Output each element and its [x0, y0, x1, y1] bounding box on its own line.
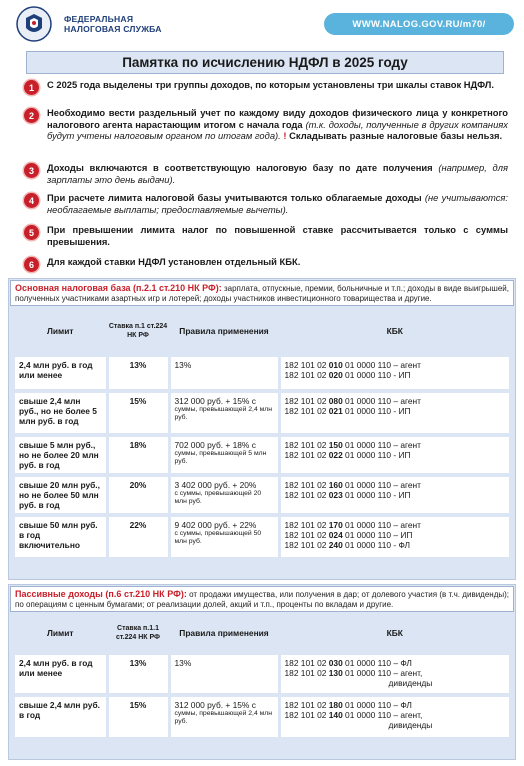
number-badge: 1 — [24, 80, 39, 95]
col-header-rate: Ставка п.1 ст.224 НК РФ — [107, 309, 169, 355]
number-badge: 2 — [24, 108, 39, 123]
list-item-5 — [24, 224, 508, 247]
list-item-text: С 2025 года выделены три группы доходов, по которым установлены три шкалы ставок НДФЛ. — [47, 79, 494, 90]
list-item-6 — [24, 256, 508, 272]
number-badge: 3 — [24, 163, 39, 178]
table-row: свыше 50 млн руб. в год включительно 22% 9 402 000 руб. + 22% с суммы, превышающей 50 млн руб. 182 101 02 170 01 0000 110 – агент 182 101 02 024 01 0000 110 – ИП 182 101 02 240 01 0000 110 - ФЛ — [15, 515, 509, 557]
table-header-row — [15, 309, 509, 355]
fns-logo-icon — [14, 5, 54, 43]
col-header-limit: Лимит — [15, 615, 107, 653]
passive-rates-table — [15, 615, 509, 737]
col-header-limit: Лимит — [15, 309, 107, 355]
number-badge: 5 — [24, 225, 39, 240]
basic-rates-table — [15, 309, 509, 557]
list-item-text: Для каждой ставки НДФЛ установлен отдельный КБК. — [47, 256, 301, 267]
col-header-kbk: КБК — [279, 615, 509, 653]
list-item-3 — [24, 162, 508, 185]
passive-income-section — [8, 584, 516, 760]
list-item-text: Необходимо вести раздельный учет по каждому виду доходов физического лица у конкретного налогового агента нарастающим итогом с начала года (т.к. доходы, полученные в других компаниях будут учтены налоговым органом по итогам года). ! Складывать разные налоговые базы нельзя. — [47, 107, 508, 142]
section-description: Основная налоговая база (п.2.1 ст.210 НК РФ): зарплата, отпускные, премии, больничные и т.п.; доходы в виде выигрышей, полученных участниками азартных игр и лотерей; доходы участников инвестиционного товарищества и другие. — [10, 280, 514, 306]
table-header-row — [15, 615, 509, 653]
list-item-text: При расчете лимита налоговой базы учитываются только облагаемые доходы (не учитываются: необлагаемые выплаты; предоставляемые вычеты). — [47, 192, 508, 215]
list-item-text: При превышении лимита налог по повышенной ставке рассчитывается только с суммы превышения. — [47, 224, 508, 247]
list-item-1 — [24, 79, 508, 95]
org-name-line1: ФЕДЕРАЛЬНАЯ — [64, 14, 134, 24]
list-item-text: Доходы включаются в соответствующую налоговую базу по дате получения (например, для зарплаты это день выдачи). — [47, 162, 508, 185]
page-title: Памятка по исчислению НДФЛ в 2025 году — [122, 55, 408, 70]
page-title-bar — [26, 51, 504, 74]
number-badge: 6 — [24, 257, 39, 272]
table-row: свыше 20 млн руб., но не более 50 млн руб. в год 20% 3 402 000 руб. + 20% с суммы, превышающей 20 млн руб. 182 101 02 160 01 0000 110 – агент 182 101 02 023 01 0000 110 - ИП — [15, 475, 509, 515]
table-row: свыше 2,4 млн руб. в год 15% 312 000 руб. + 15% с суммы, превышающей 2,4 млн руб. 182 101 02 180 01 0000 110 – ФЛ 182 101 02 140 01 0000 110 – агент, дивиденды — [15, 695, 509, 737]
table-row: 2,4 млн руб. в год или менее 13% 13% 182 101 02 030 01 0000 110 – ФЛ 182 101 02 130 01 0000 110 – агент, дивиденды — [15, 653, 509, 695]
section-heading: Пассивные доходы (п.6 ст.210 НК РФ): — [15, 589, 187, 599]
table-row: свыше 5 млн руб., но не более 20 млн руб. в год 18% 702 000 руб. + 18% с суммы, превышающей 5 млн руб. 182 101 02 150 01 0000 110 – агент 182 101 02 022 01 0000 110 - ИП — [15, 435, 509, 475]
number-badge: 4 — [24, 193, 39, 208]
table-row: свыше 2,4 млн руб., но не более 5 млн руб. в год 15% 312 000 руб. + 15% с суммы, превышающей 2,4 млн руб. 182 101 02 080 01 0000 110 – агент 182 101 02 021 01 0000 110 - ИП — [15, 391, 509, 435]
list-item-2 — [24, 107, 508, 142]
site-link[interactable]: WWW.NALOG.GOV.RU/m70/ — [324, 13, 514, 35]
col-header-rate: Ставка п.1.1 ст.224 НК РФ — [107, 615, 169, 653]
org-name-line2: НАЛОГОВАЯ СЛУЖБА — [64, 24, 162, 34]
section-description: Пассивные доходы (п.6 ст.210 НК РФ): от продажи имущества, или получения в дар; от долевого участия (в т.ч. дивиденды); по операциям с ценным бумагами; от реализации долей, акций и т.п., проценты по вкладам и другие. — [10, 586, 514, 612]
table-row: 2,4 млн руб. в год или менее 13% 13% 182 101 02 010 01 0000 110 – агент 182 101 02 020 01 0000 110 - ИП — [15, 355, 509, 391]
list-item-4 — [24, 192, 508, 215]
basic-tax-base-section — [8, 278, 516, 580]
col-header-rules: Правила применения — [169, 615, 279, 653]
org-name — [64, 14, 162, 34]
section-heading: Основная налоговая база (п.2.1 ст.210 НК РФ): — [15, 283, 222, 293]
page-header — [0, 0, 524, 48]
col-header-kbk: КБК — [279, 309, 509, 355]
col-header-rules: Правила применения — [169, 309, 279, 355]
